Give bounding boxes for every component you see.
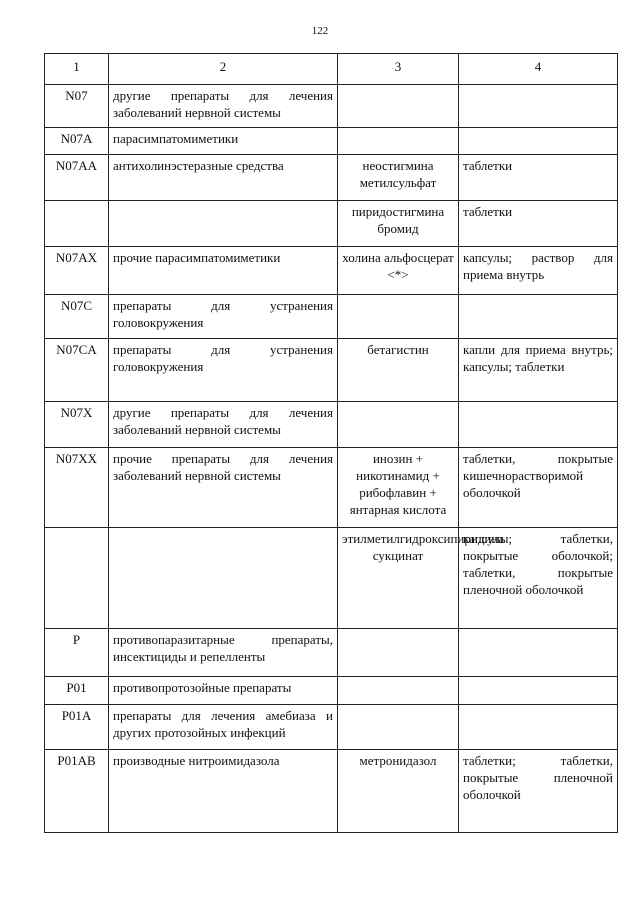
dosage-form: таблетки xyxy=(459,155,618,201)
atc-group-name: другие препараты для лечения заболеваний нервной системы xyxy=(109,85,338,128)
dosage-form xyxy=(459,295,618,339)
atc-code: P01AB xyxy=(45,750,109,833)
table-row xyxy=(45,339,618,402)
table-row xyxy=(45,528,618,629)
atc-group-name xyxy=(109,528,338,629)
atc-code xyxy=(45,201,109,247)
atc-code: N07 xyxy=(45,85,109,128)
atc-group-name: производные нитроимидазола xyxy=(109,750,338,833)
table-row xyxy=(45,402,618,448)
atc-code: N07CA xyxy=(45,339,109,402)
dosage-form xyxy=(459,85,618,128)
atc-code: N07XX xyxy=(45,448,109,528)
medication-table xyxy=(44,53,618,833)
atc-group-name: парасимпатомиметики xyxy=(109,128,338,155)
substance-name: инозин + никотинамид + рибофлавин + янтарная кислота xyxy=(338,448,459,528)
table-row xyxy=(45,128,618,155)
atc-group-name: другие препараты для лечения заболеваний нервной системы xyxy=(109,402,338,448)
atc-group-name: противопротозойные препараты xyxy=(109,677,338,705)
substance-name xyxy=(338,128,459,155)
substance-name: этилметилгидроксипиридина сукцинат xyxy=(338,528,459,629)
dosage-form: капли для приема внутрь; капсулы; таблетки xyxy=(459,339,618,402)
dosage-form xyxy=(459,705,618,750)
substance-name: неостигмина метилсульфат xyxy=(338,155,459,201)
atc-group-name: прочие препараты для лечения заболеваний нервной системы xyxy=(109,448,338,528)
atc-group-name: препараты для устранения головокружения xyxy=(109,339,338,402)
table-row xyxy=(45,705,618,750)
table-row xyxy=(45,677,618,705)
atc-group-name: противопаразитарные препараты, инсектициды и репелленты xyxy=(109,629,338,677)
table-row xyxy=(45,295,618,339)
atc-code xyxy=(45,528,109,629)
substance-name: метронидазол xyxy=(338,750,459,833)
dosage-form xyxy=(459,128,618,155)
substance-name: пиридостигмина бромид xyxy=(338,201,459,247)
table-row xyxy=(45,85,618,128)
atc-code: N07A xyxy=(45,128,109,155)
table-row xyxy=(45,201,618,247)
column-header-3: 3 xyxy=(338,54,459,85)
substance-name: холина альфосцерат <*> xyxy=(338,247,459,295)
atc-group-name: прочие парасимпатомиметики xyxy=(109,247,338,295)
atc-group-name: препараты для лечения амебиаза и других протозойных инфекций xyxy=(109,705,338,750)
dosage-form: капсулы; таблетки, покрытые оболочкой; таблетки, покрытые пленочной оболочкой xyxy=(459,528,618,629)
atc-group-name: препараты для устранения головокружения xyxy=(109,295,338,339)
dosage-form: капсулы; раствор для приема внутрь xyxy=(459,247,618,295)
atc-code: P xyxy=(45,629,109,677)
table-row xyxy=(45,629,618,677)
substance-name xyxy=(338,402,459,448)
column-header-2: 2 xyxy=(109,54,338,85)
page-number: 122 xyxy=(311,25,329,37)
table-header-row xyxy=(45,54,618,85)
atc-code: P01 xyxy=(45,677,109,705)
dosage-form: таблетки, покрытые кишечнорастворимой оболочкой xyxy=(459,448,618,528)
dosage-form: таблетки xyxy=(459,201,618,247)
substance-name xyxy=(338,677,459,705)
dosage-form xyxy=(459,677,618,705)
table-row xyxy=(45,448,618,528)
dosage-form: таблетки; таблетки, покрытые пленочной оболочкой xyxy=(459,750,618,833)
atc-group-name xyxy=(109,201,338,247)
substance-name xyxy=(338,705,459,750)
table-row xyxy=(45,155,618,201)
atc-code: N07C xyxy=(45,295,109,339)
column-header-1: 1 xyxy=(45,54,109,85)
atc-code: N07AA xyxy=(45,155,109,201)
substance-name xyxy=(338,295,459,339)
atc-code: P01A xyxy=(45,705,109,750)
substance-name: бетагистин xyxy=(338,339,459,402)
substance-name xyxy=(338,629,459,677)
dosage-form xyxy=(459,402,618,448)
atc-code: N07AX xyxy=(45,247,109,295)
table-row xyxy=(45,247,618,295)
substance-name xyxy=(338,85,459,128)
atc-code: N07X xyxy=(45,402,109,448)
atc-group-name: антихолинэстеразные средства xyxy=(109,155,338,201)
dosage-form xyxy=(459,629,618,677)
column-header-4: 4 xyxy=(459,54,618,85)
table-row xyxy=(45,750,618,833)
